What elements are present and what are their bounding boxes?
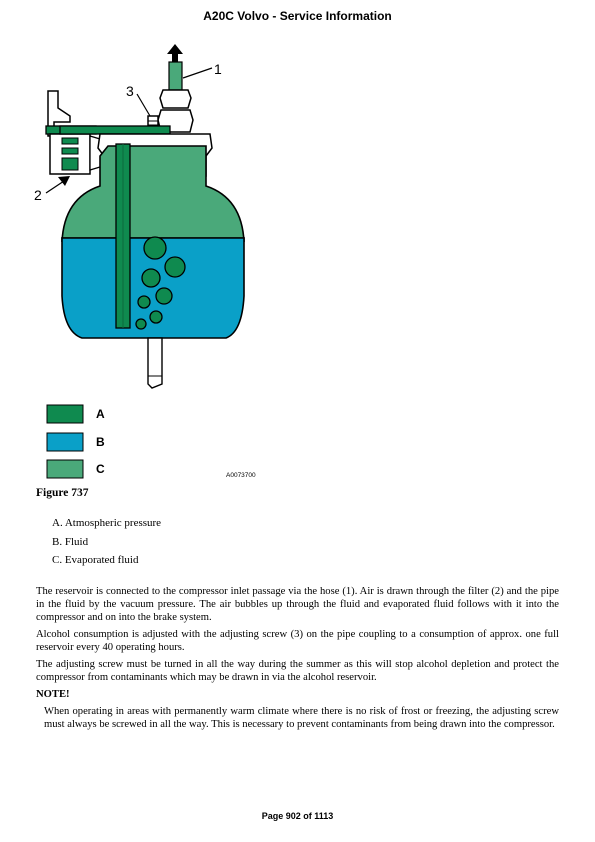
- callout-1: 1: [214, 61, 222, 77]
- air-bubble: [156, 288, 172, 304]
- page-footer: Page 902 of 1113: [261, 811, 334, 821]
- paragraph: Alcohol consumption is adjusted with the adjusting screw (3) on the pipe coupling to a consumption of approx. one full reservoir every 40 operating hours.: [36, 629, 559, 653]
- page-header: A20C Volvo - Service Information: [203, 9, 392, 23]
- callout-3: 3: [126, 83, 134, 99]
- legend-letter-c: C: [96, 462, 105, 476]
- reservoir-diagram: [30, 36, 280, 486]
- callout-2: 2: [34, 187, 42, 203]
- legend-swatch-c: [47, 460, 83, 478]
- paragraph: The reservoir is connected to the compressor inlet passage via the hose (1). Air is drawn through the filter (2) and the pipe in the fluid by the vacuum pressure. The air bubbles up through the fluid and evaporated fluid follows with it into the compressor and on into the brake system.: [36, 586, 559, 623]
- body-text: [36, 585, 559, 735]
- coupling-nut-upper: [160, 90, 191, 108]
- callout-2-leader: [46, 181, 64, 193]
- legend-item-b: B. Fluid: [52, 535, 89, 548]
- legend-item-a: A. Atmospheric pressure: [52, 517, 162, 529]
- callout-1-leader: [183, 68, 212, 78]
- callout-3-leader: [137, 94, 150, 116]
- air-bubble: [150, 311, 162, 323]
- image-code: A0073700: [226, 472, 256, 479]
- drain-stub: [148, 338, 162, 388]
- legend-list: [52, 516, 161, 572]
- reservoir-figure: [30, 36, 280, 486]
- air-bubble: [136, 319, 146, 329]
- air-bubble: [142, 269, 160, 287]
- hose: [169, 62, 182, 90]
- legend-swatch-b: [47, 433, 83, 451]
- legend-letter-b: B: [96, 435, 105, 449]
- air-bubble: [144, 237, 166, 259]
- paragraph: The adjusting screw must be turned in all the way during the summer as this will stop alcohol depletion and protect the compressor from contaminants which may be drawn in via the alcohol reservoir.: [36, 659, 559, 683]
- legend-letter-a: A: [96, 407, 105, 421]
- air-bubble: [138, 296, 150, 308]
- figure-caption: Figure 737: [36, 487, 89, 499]
- legend-swatch-a: [47, 405, 83, 423]
- inlet-pipe: [60, 126, 170, 134]
- note-title: NOTE!: [36, 689, 70, 700]
- note-text: When operating in areas with permanently warm climate where there is no risk of frost or freezing, the adjusting screw must always be screwed in all the way. This is necessary to prevent contaminants from being drawn into the compressor.: [44, 706, 559, 730]
- legend-item-c: C. Evaporated fluid: [52, 554, 139, 566]
- air-outlet-arrow: [167, 44, 183, 62]
- air-bubble: [165, 257, 185, 277]
